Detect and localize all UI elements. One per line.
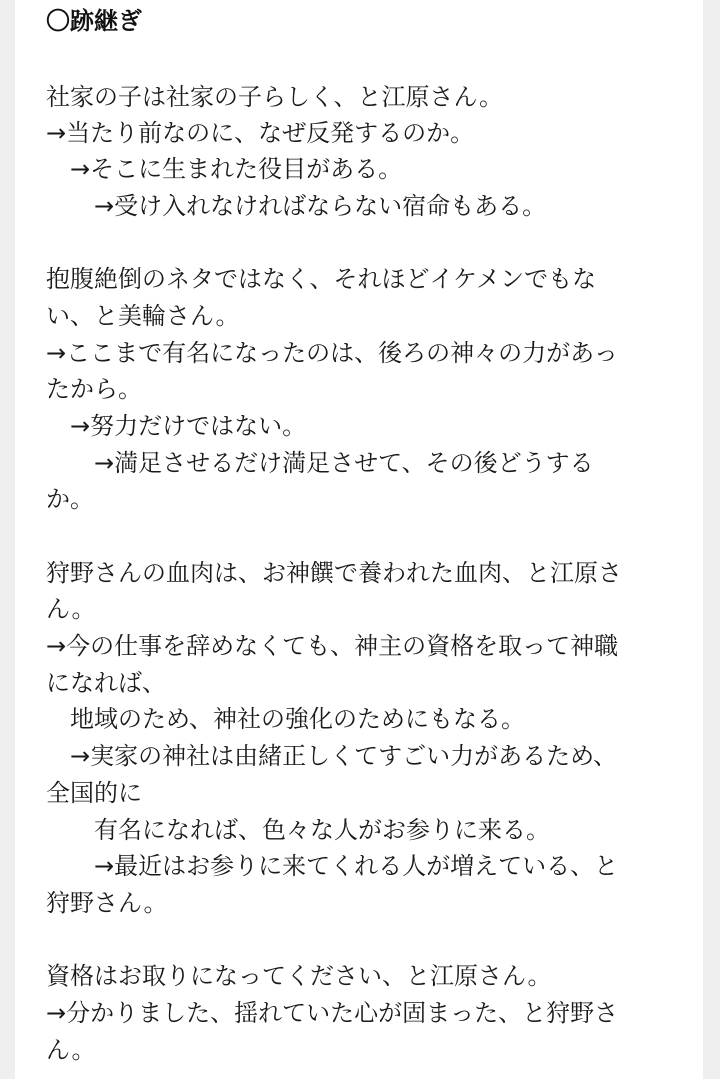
section-heading: 〇跡継ぎ bbox=[46, 7, 142, 35]
text-line: たから。 bbox=[46, 375, 142, 403]
text-line: ん。 bbox=[46, 595, 96, 623]
text-line: →そこに生まれた役目がある。 bbox=[46, 155, 403, 183]
text-line: 社家の子は社家の子らしく、と江原さん。 bbox=[46, 83, 503, 111]
text-line: →当たり前なのに、なぜ反発するのか。 bbox=[46, 119, 475, 147]
text-line: →受け入れなければならない宿命もある。 bbox=[46, 192, 547, 220]
text-line: い、と美輪さん。 bbox=[46, 302, 240, 330]
text-line: 抱腹絶倒のネタではなく、それほどイケメンでもな bbox=[46, 265, 597, 293]
text-line: か。 bbox=[46, 485, 94, 513]
text-line: →最近はお参りに来てくれる人が増えている、と bbox=[46, 852, 619, 880]
text-line: になれば、 bbox=[46, 669, 166, 697]
text-line: 地域のため、神社の強化のためにもなる。 bbox=[46, 705, 526, 733]
text-line: 有名になれば、色々な人がお参りに来る。 bbox=[46, 816, 550, 844]
text-line: →満足させるだけ満足させて、その後どうする bbox=[46, 449, 594, 477]
text-line: 狩野さんの血肉は、お神饌で養われた血肉、と江原さ bbox=[46, 559, 622, 587]
text-line: 全国的に bbox=[46, 779, 142, 807]
text-line: →分かりました、揺れていた心が固まった、と狩野さ bbox=[46, 999, 619, 1027]
text-line: →今の仕事を辞めなくても、神主の資格を取って神職 bbox=[46, 632, 619, 660]
text-line: 狩野さん。 bbox=[46, 889, 168, 917]
text-line: ん。 bbox=[46, 1036, 96, 1064]
text-line: →努力だけではない。 bbox=[46, 412, 307, 440]
text-line: →ここまで有名になったのは、後ろの神々の力があっ bbox=[46, 339, 618, 367]
text-line: →実家の神社は由緒正しくてすごい力があるため、 bbox=[46, 742, 618, 770]
text-line: 資格はお取りになってください、と江原さん。 bbox=[46, 962, 552, 990]
